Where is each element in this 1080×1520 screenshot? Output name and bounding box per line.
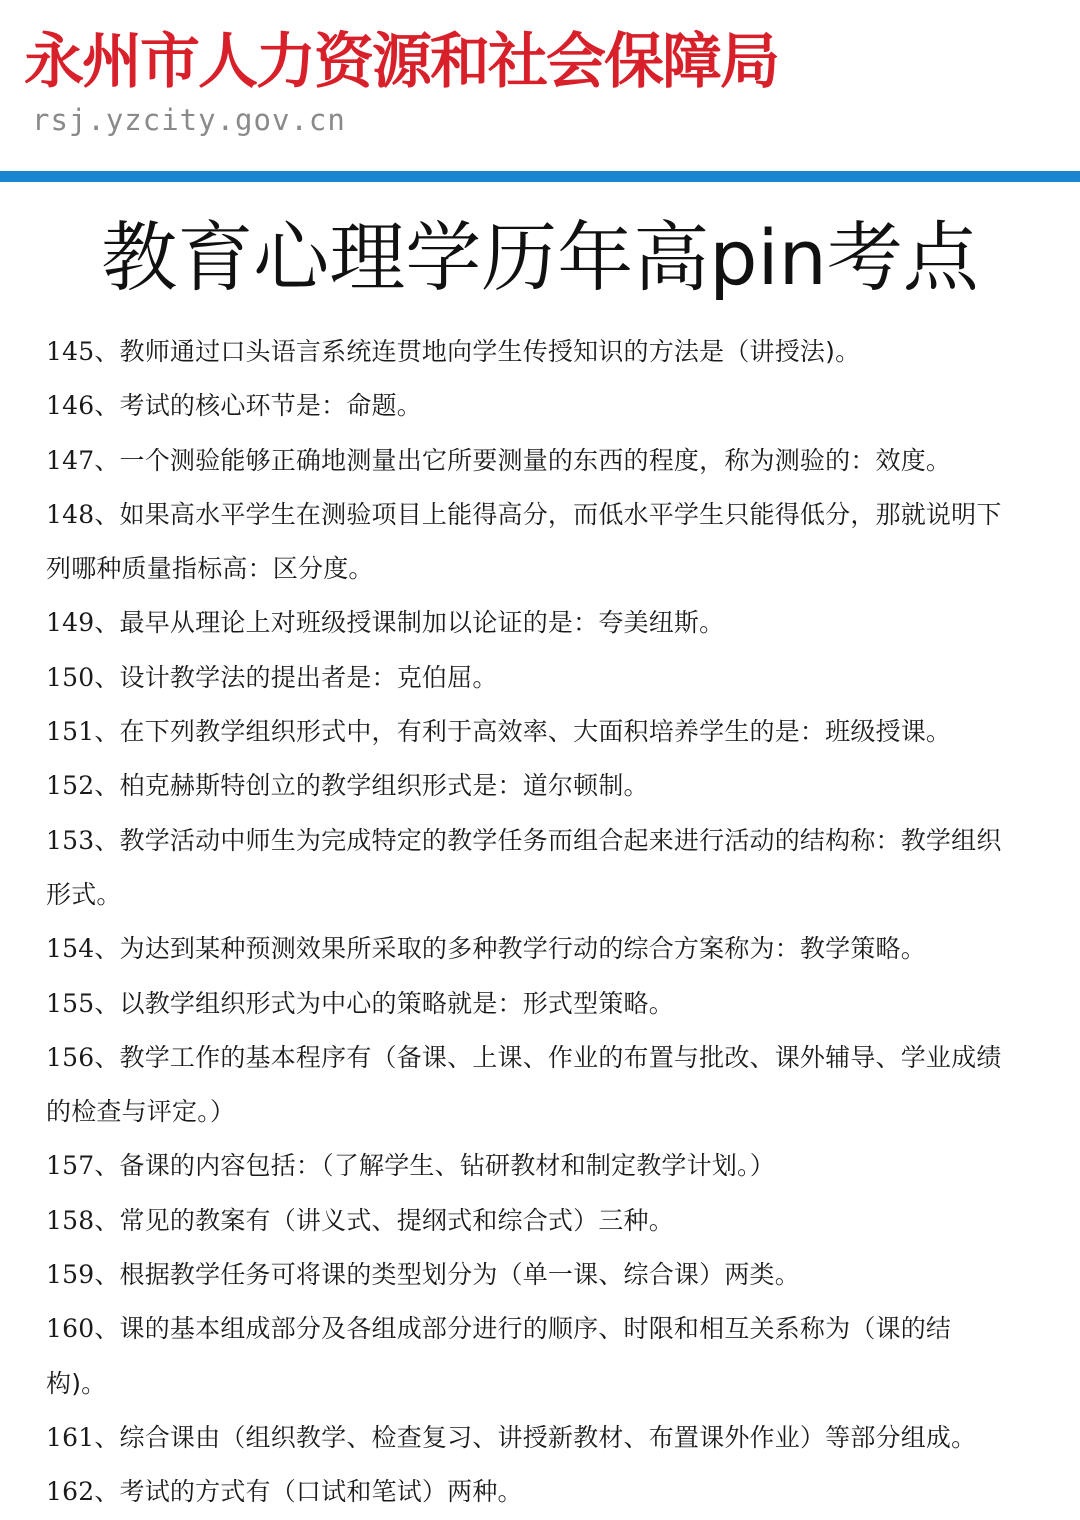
list-item [46, 1465, 1006, 1519]
item-text: 、教师通过口头语言系统连贯地向学生传授知识的方法是（讲授法)。 [94, 337, 861, 366]
item-text: 、设计教学法的提出者是：克伯屈。 [94, 662, 498, 692]
item-number: 162 [46, 1477, 95, 1507]
item-text: 、在下列教学组织形式中，有利于高效率、大面积培养学生的是：班级授课。 [94, 717, 952, 747]
item-text: 、课的基本组成部分及各组成部分进行的顺序、时限和相互关系称为（课的结构)。 [46, 1314, 952, 1398]
item-number: 150 [46, 662, 95, 692]
list-item [46, 1194, 1006, 1248]
page-title: 教育心理学历年高pin考点 [101, 213, 979, 302]
list-item [46, 705, 1006, 759]
item-text: 、综合课由（组织教学、检查复习、讲授新教材、布置课外作业）等部分组成。 [94, 1422, 977, 1452]
item-number: 147 [46, 445, 95, 475]
item-number: 156 [46, 1042, 95, 1072]
item-number: 154 [46, 934, 95, 964]
item-text: 、考试的方式有（口试和笔试）两种。 [94, 1477, 523, 1507]
item-text: 、常见的教案有（讲义式、提纲式和综合式）三种。 [94, 1205, 674, 1235]
item-number: 160 [46, 1314, 95, 1344]
item-text: 、备课的内容包括：（了解学生、钻研教材和制定教学计划。） [94, 1151, 775, 1181]
organization-url: rsj.yzcity.gov.cn [32, 103, 346, 137]
item-number: 146 [46, 391, 95, 421]
item-text: 、柏克赫斯特创立的教学组织形式是：道尔顿制。 [94, 771, 649, 801]
site-header [0, 0, 1080, 170]
item-number: 151 [46, 717, 95, 747]
list-item [46, 379, 1006, 433]
list-item [46, 1139, 1006, 1193]
item-number: 153 [46, 825, 95, 855]
item-number: 148 [46, 499, 95, 529]
item-number: 149 [46, 608, 95, 638]
item-number: 158 [46, 1205, 95, 1235]
item-text: 、根据教学任务可将课的类型划分为（单一课、综合课）两类。 [94, 1260, 800, 1290]
header-divider [0, 171, 1080, 182]
list-item [46, 977, 1006, 1031]
list-item [46, 1302, 1006, 1411]
item-number: 157 [46, 1151, 95, 1181]
item-text: 、一个测验能够正确地测量出它所要测量的东西的程度，称为测验的：效度。 [94, 445, 952, 475]
item-text: 、如果高水平学生在测验项目上能得高分，而低水平学生只能得低分，那就说明下列哪种质量指标高：区分度。 [46, 499, 1002, 584]
item-number: 152 [46, 771, 95, 801]
list-item [46, 1031, 1006, 1140]
list-item [46, 922, 1006, 976]
item-number: 145 [46, 337, 95, 366]
item-text: 、教学活动中师生为完成特定的教学任务而组合起来进行活动的结构称：教学组织形式。 [46, 825, 1002, 909]
exam-points-list [46, 325, 1006, 1520]
item-text: 、教学工作的基本程序有（备课、上课、作业的布置与批改、课外辅导、学业成绩的检查与评定。） [46, 1042, 1002, 1127]
organization-name: 永州市人力资源和社会保障局 [24, 27, 778, 97]
list-item [46, 759, 1006, 813]
list-item [46, 651, 1006, 705]
list-item [46, 1411, 1006, 1465]
list-item [46, 488, 1006, 597]
item-text: 、以教学组织形式为中心的策略就是：形式型策略。 [94, 988, 674, 1018]
list-item [46, 434, 1006, 488]
list-item [46, 596, 1006, 650]
item-text: 、为达到某种预测效果所采取的多种教学行动的综合方案称为：教学策略。 [94, 934, 926, 964]
item-number: 155 [46, 988, 95, 1018]
item-number: 159 [46, 1260, 95, 1290]
list-item [46, 325, 1006, 379]
item-number: 161 [46, 1422, 95, 1452]
item-text: 、最早从理论上对班级授课制加以论证的是：夸美纽斯。 [94, 608, 725, 638]
item-text: 、考试的核心环节是：命题。 [94, 391, 422, 421]
list-item [46, 1248, 1006, 1302]
list-item [46, 814, 1006, 923]
